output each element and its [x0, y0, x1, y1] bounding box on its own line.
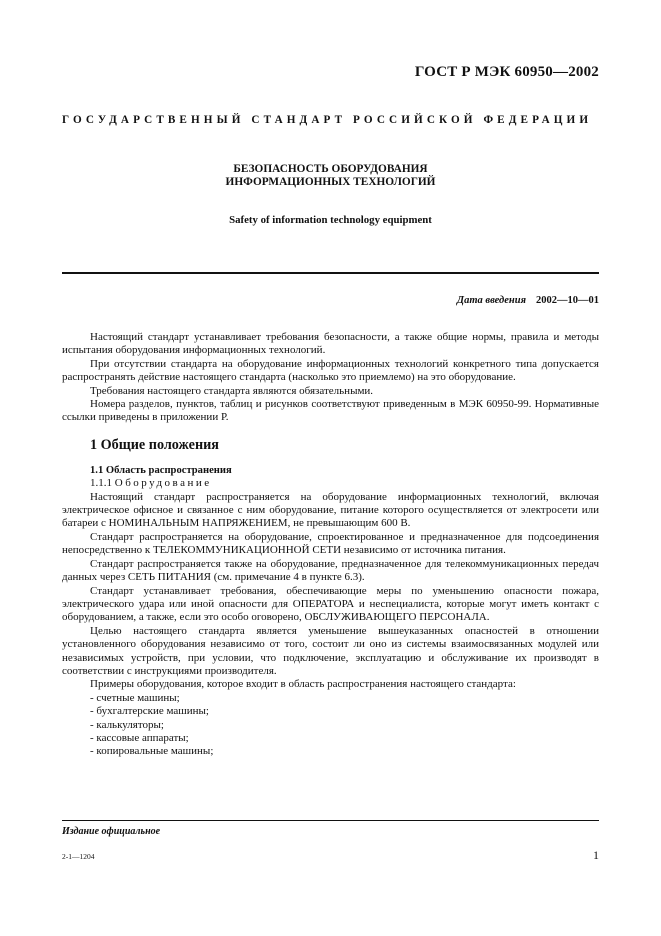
intro-paragraph: Настоящий стандарт устанавливает требования безопасности, а также общие нормы, правила и методы испытания оборудования информационных технологий. — [62, 331, 599, 357]
print-code: 2-1—1204 — [62, 852, 95, 861]
introduction-date — [457, 295, 599, 306]
introduction-date-label: Дата введения — [456, 295, 526, 306]
intro-paragraph: Номера разделов, пунктов, таблиц и рисунков соответствуют приведенным в МЭК 60950-99. Нормативные ссылки приведены в приложении Р. — [62, 398, 599, 424]
clause-heading — [62, 477, 599, 490]
title-line-2: ИНФОРМАЦИОННЫХ ТЕХНОЛОГИЙ — [225, 176, 436, 188]
subsection-heading: 1.1 Область распространения — [90, 464, 232, 476]
section-paragraph: Целью настоящего стандарта является уменьшение вышеуказанных опасностей в отношении установленного оборудования независимо от того, состоит ли оно из системы взаимосвязанных модулей или независимых устройств, при условии, что подключение, эксплуатацию и обслуживание их производят в соответствии с инструкциями производителя. — [62, 624, 599, 677]
footer-divider — [62, 820, 599, 821]
list-item: - копировальные машины; — [90, 745, 214, 758]
section-paragraph: Стандарт распространяется на оборудование, спроектированное и предназначенное для подсоединения непосредственно к ТЕЛЕКОММУНИКАЦИОННОЙ СЕТИ независимо от источника питания. — [62, 530, 599, 557]
document-body — [62, 331, 599, 759]
state-standard-title: ГОСУДАРСТВЕННЫЙ СТАНДАРТ РОССИЙСКОЙ ФЕДЕРАЦИИ — [62, 114, 593, 126]
list-item: - кассовые аппараты; — [90, 731, 189, 744]
introduction-date-value: 2002—10—01 — [536, 295, 599, 306]
title-line-1: БЕЗОПАСНОСТЬ ОБОРУДОВАНИЯ — [233, 163, 428, 175]
official-edition-label: Издание официальное — [62, 826, 161, 837]
clause-title: Оборудование — [114, 477, 212, 490]
intro-paragraph: Требования настоящего стандарта являются обязательными. — [90, 384, 374, 397]
title-divider — [62, 272, 599, 274]
section-paragraph: Примеры оборудования, которое входит в область распространения настоящего стандарта: — [90, 678, 516, 691]
clause-number: 1.1.1 — [90, 477, 112, 490]
list-item: - бухгалтерские машины; — [90, 705, 209, 718]
page-number: 1 — [593, 848, 599, 862]
english-title: Safety of information technology equipment — [229, 214, 432, 226]
document-title — [62, 163, 599, 189]
section-paragraph: Стандарт устанавливает требования, обеспечивающие меры по уменьшению опасности пожара, электрического удара или иной опасности для ОПЕРАТОРА и неспециалиста, которые могут иметь контакт с оборудованием, а также, если это особо оговорено, ОБСЛУЖИВАЮЩЕГО ПЕРСОНАЛА. — [62, 584, 599, 624]
list-item: - счетные машины; — [90, 691, 180, 704]
section-paragraph: Стандарт распространяется также на оборудование, предназначенное для телекоммуникационных передач данных через СЕТЬ ПИТАНИЯ (см. примечание 4 в пункте 6.3). — [62, 557, 599, 584]
list-item: - калькуляторы; — [90, 718, 164, 731]
intro-paragraph: При отсутствии стандарта на оборудование информационных технологий конкретного типа допускается распространять действие настоящего стандарта (насколько это приемлемо) на это оборудование. — [62, 357, 599, 384]
document-code: ГОСТ Р МЭК 60950—2002 — [414, 64, 599, 80]
section-paragraph: Настоящий стандарт распространяется на оборудование информационных технологий, включая электрическое офисное и связанное с ним оборудование, питание которого осуществляется от электросети или батареи с НОМИНАЛЬНЫМ НАПРЯЖЕНИЕМ, не превышающим 600 В. — [62, 490, 599, 530]
section-heading: 1 Общие положения — [90, 436, 219, 453]
